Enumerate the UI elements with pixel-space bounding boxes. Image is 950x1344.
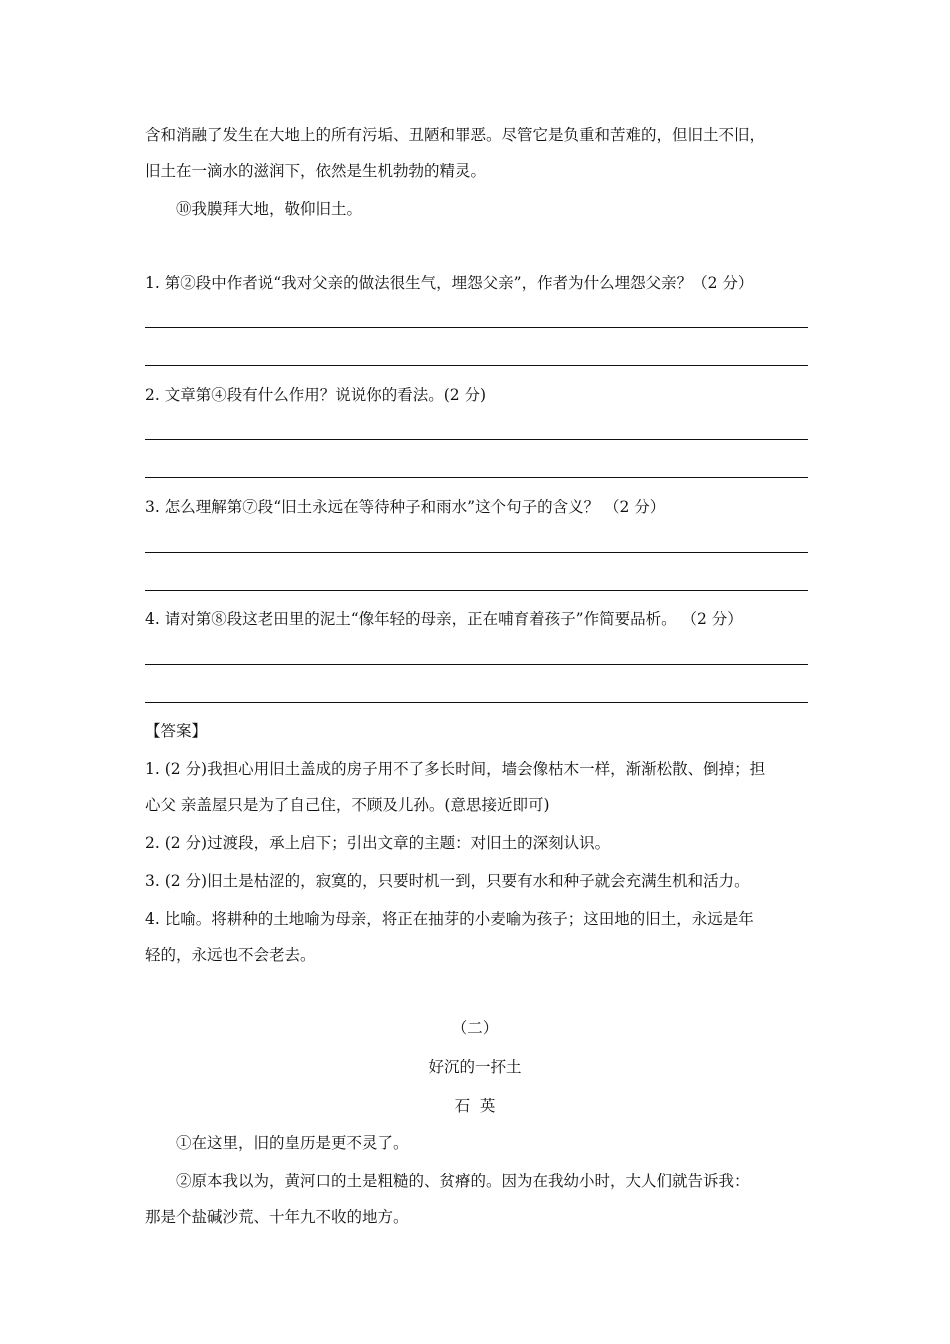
answers-heading: 【答案】 bbox=[145, 722, 208, 740]
answer-line bbox=[145, 327, 808, 328]
answer-line bbox=[145, 590, 808, 591]
article-author: 石 英 bbox=[454, 1097, 496, 1115]
article-paragraph-2-line: ②原本我以为，黄河口的土是粗糙的、贫瘠的。因为在我幼小时，大人们就告诉我： bbox=[176, 1172, 750, 1190]
answer-line bbox=[145, 439, 808, 440]
answer-2: 2. (2 分)过渡段，承上启下；引出文章的主题：对旧土的深刻认识。 bbox=[145, 834, 611, 852]
question-1: 1. 第②段中作者说“我对父亲的做法很生气，埋怨父亲”，作者为什么埋怨父亲？（2 分） bbox=[145, 274, 754, 292]
question-3: 3. 怎么理解第⑦段“旧土永远在等待种子和雨水”这个句子的含义？ （2 分） bbox=[145, 498, 666, 516]
passage-line: 旧土在一滴水的滋润下，依然是生机勃勃的精灵。 bbox=[145, 162, 487, 180]
answer-4-line: 轻的，永远也不会老去。 bbox=[145, 946, 316, 964]
article-paragraph-1: ①在这里，旧的皇历是更不灵了。 bbox=[176, 1134, 409, 1152]
answer-line bbox=[145, 365, 808, 366]
section-label: （二） bbox=[451, 1019, 499, 1037]
question-2: 2. 文章第④段有什么作用？说说你的看法。(2 分) bbox=[145, 386, 487, 404]
article-title: 好沉的一抔土 bbox=[428, 1058, 522, 1076]
answer-line bbox=[145, 477, 808, 478]
answer-line bbox=[145, 552, 808, 553]
answer-4-line: 4. 比喻。将耕种的土地喻为母亲，将正在抽芽的小麦喻为孩子；这田地的旧土，永远是年 bbox=[145, 910, 754, 928]
answer-3: 3. (2 分)旧土是枯涩的，寂寞的，只要时机一到，只要有水和种子就会充满生机和活力。 bbox=[145, 872, 750, 890]
answer-1-line: 心父 亲盖屋只是为了自己住，不顾及儿孙。(意思接近即可) bbox=[145, 796, 550, 814]
passage-line: 含和消融了发生在大地上的所有污垢、丑陋和罪恶。尽管它是负重和苦难的，但旧土不旧， bbox=[145, 126, 766, 144]
answer-1-line: 1. (2 分)我担心用旧土盖成的房子用不了多长时间，墙会像枯木一样，渐渐松散、倒掉；担 bbox=[145, 760, 766, 778]
passage-paragraph-10: ⑩我膜拜大地，敬仰旧土。 bbox=[176, 200, 363, 218]
article-paragraph-2-line: 那是个盐碱沙荒、十年九不收的地方。 bbox=[145, 1208, 409, 1226]
answer-line bbox=[145, 664, 808, 665]
question-4: 4. 请对第⑧段这老田里的泥土“像年轻的母亲，正在哺育着孩子”作简要品析。 （2 分） bbox=[145, 610, 743, 628]
answer-line bbox=[145, 702, 808, 703]
